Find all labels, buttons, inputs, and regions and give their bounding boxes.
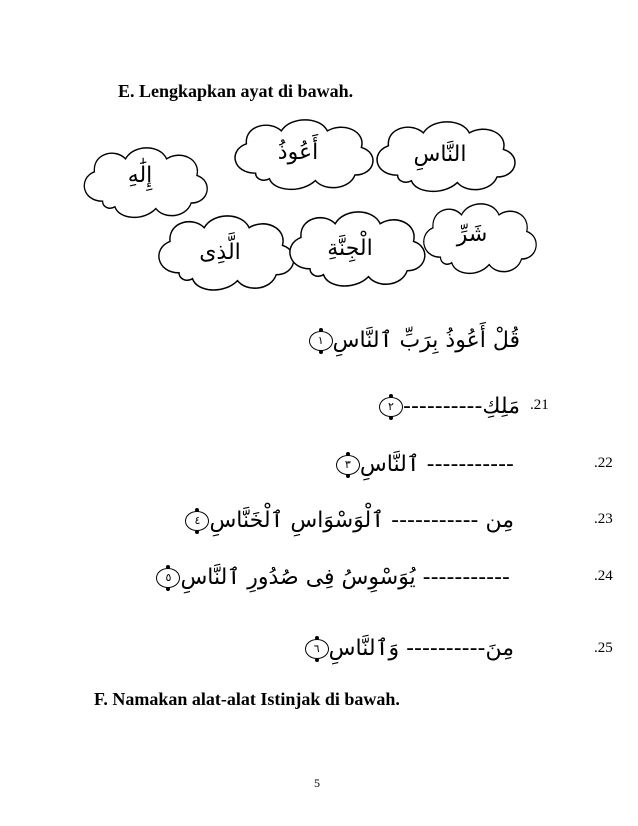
- question-number-25: .25: [594, 640, 613, 656]
- cloud-word-audhu: أَعُوذُ: [277, 140, 319, 165]
- ayah-marker-icon: ٥: [156, 568, 180, 588]
- example-verse: [220, 328, 520, 353]
- cloud-word-ilahi: إِلَٰهِ: [127, 163, 153, 188]
- question-text: مَلِكِ----------: [403, 394, 520, 419]
- ayah-marker-icon: ٣: [336, 455, 360, 475]
- cloud-word-an-nas: النَّاسِ: [413, 142, 467, 167]
- ayah-marker-icon: ٦: [305, 639, 329, 659]
- section-e-title: E. Lengkapkan ayat di bawah.: [118, 81, 354, 101]
- section-f-title: F. Namakan alat-alat Istinjak di bawah.: [94, 689, 400, 709]
- question-text: مِنَ---------- وَٱلنَّاسِ: [328, 636, 514, 661]
- question-text: مِن ----------- ٱلْوَسْوَاسِ ٱلْخَنَّاسِ: [209, 508, 514, 533]
- question-number-22: .22: [594, 455, 613, 471]
- cloud-word-sharri: شَرِّ: [456, 222, 488, 247]
- ayah-marker-icon: ٤: [185, 511, 209, 531]
- question-23: [134, 508, 514, 533]
- question-text: ----------- ٱلنَّاسِ: [359, 452, 514, 477]
- question-text: ----------- يُوَسْوِسُ فِى صُدُورِ ٱلنَّاسِ: [180, 565, 510, 590]
- question-21: [270, 394, 520, 419]
- question-number-21: .21: [530, 397, 549, 413]
- cloud-word-alladhi: الَّذِى: [199, 240, 241, 265]
- ayah-marker-icon: ٢: [379, 397, 403, 417]
- question-25: [214, 636, 514, 661]
- cloud-word-al-jinnah: الْجِنَّةِ: [327, 236, 373, 261]
- example-text: قُلْ أَعُوذُ بِرَبِّ ٱلنَّاسِ: [332, 328, 520, 353]
- page-number: 5: [314, 776, 320, 790]
- question-number-23: .23: [594, 511, 613, 527]
- question-number-24: .24: [594, 568, 613, 584]
- ayah-marker-icon: ١: [309, 331, 333, 351]
- question-24: [90, 565, 510, 590]
- question-22: [234, 452, 514, 477]
